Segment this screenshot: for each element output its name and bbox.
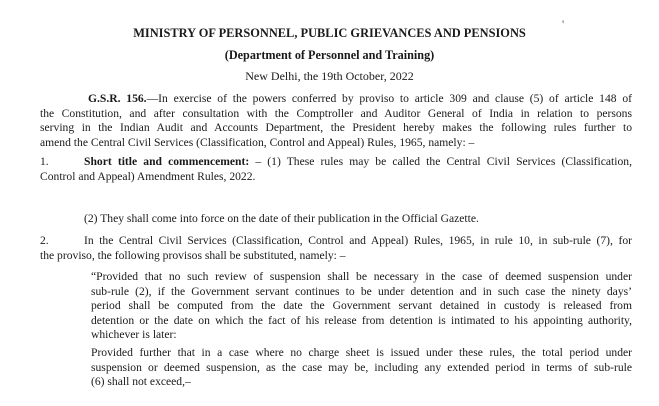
gsr-label: G.S.R. 156. [88,92,147,105]
gsr-line-3: serving in the Indian Audit and Accounts Department, the President hereby makes the following rules further to [40,121,632,135]
rule-1-line-2: Control and Appeal) Amendment Rules, 2022. [40,169,256,183]
gsr-paragraph [40,92,632,150]
rule-1-line-1 [40,155,632,170]
proviso-1-line-2: sub-rule (2), if the Government servant continues to be under detention and in such case the ninety days’ [91,284,632,298]
rule-2-paragraph [40,234,632,263]
gsr-line-1 [40,92,632,107]
gsr-line-2: the Constitution, and after consultation with the Comptroller and Auditor General of India in relation to persons [40,106,632,120]
proviso-2-line-3: (6) shall not exceed,– [91,375,191,389]
proviso-1 [91,270,632,343]
gsr-line-4: amend the Central Civil Services (Classification, Control and Appeal) Rules, 1965, namely: – [40,135,475,149]
gsr-line-1-text: —In exercise of the powers conferred by proviso to article 309 and clause (5) of article 148 of [146,92,632,105]
rule-2-line-2: the proviso, the following provisos shall be substituted, namely: – [40,248,346,262]
proviso-1-line-1: “Provided that no such review of suspension shall be necessary in the case of deemed suspension under [91,270,632,283]
rule-1-paragraph [40,155,632,184]
rule-1-subrule-2: (2) They shall come into force on the date of their publication in the Official Gazette. [84,212,479,225]
rule-2-number: 2. [40,234,49,247]
rule-1-heading: Short title and commencement: [84,155,250,168]
proviso-2-line-2: suspension or deemed suspension, as the case may be, including any extended period in terms of sub-rule [91,360,632,374]
date-line: New Delhi, the 19th October, 2022 [245,69,414,83]
ministry-title: MINISTRY OF PERSONNEL, PUBLIC GRIEVANCES AND PENSIONS [133,26,526,40]
rule-2-line-1-text: In the Central Civil Services (Classification, Control and Appeal) Rules, 1965, in rule 10, in sub-rule (7), for [84,234,632,247]
proviso-1-line-4: detention or the date on which the fact of his release from detention is intimated to his appointing authority, [91,313,632,327]
proviso-1-line-3: period shall be computed from the date the Government servant detained in custody is released from [91,299,632,313]
proviso-2-line-1: Provided further that in a case where no charge sheet is issued under these rules, the total period under [91,346,632,359]
rule-1-line-1-text: – (1) These rules may be called the Central Civil Services (Classification, [249,155,632,168]
margin-mark: ' [562,17,565,31]
rule-1-number: 1. [40,155,49,168]
rule-2-line-1 [40,234,632,249]
department-subtitle: (Department of Personnel and Training) [224,48,435,62]
proviso-2 [91,346,632,390]
proviso-1-line-5: whichever is later: [91,328,177,342]
